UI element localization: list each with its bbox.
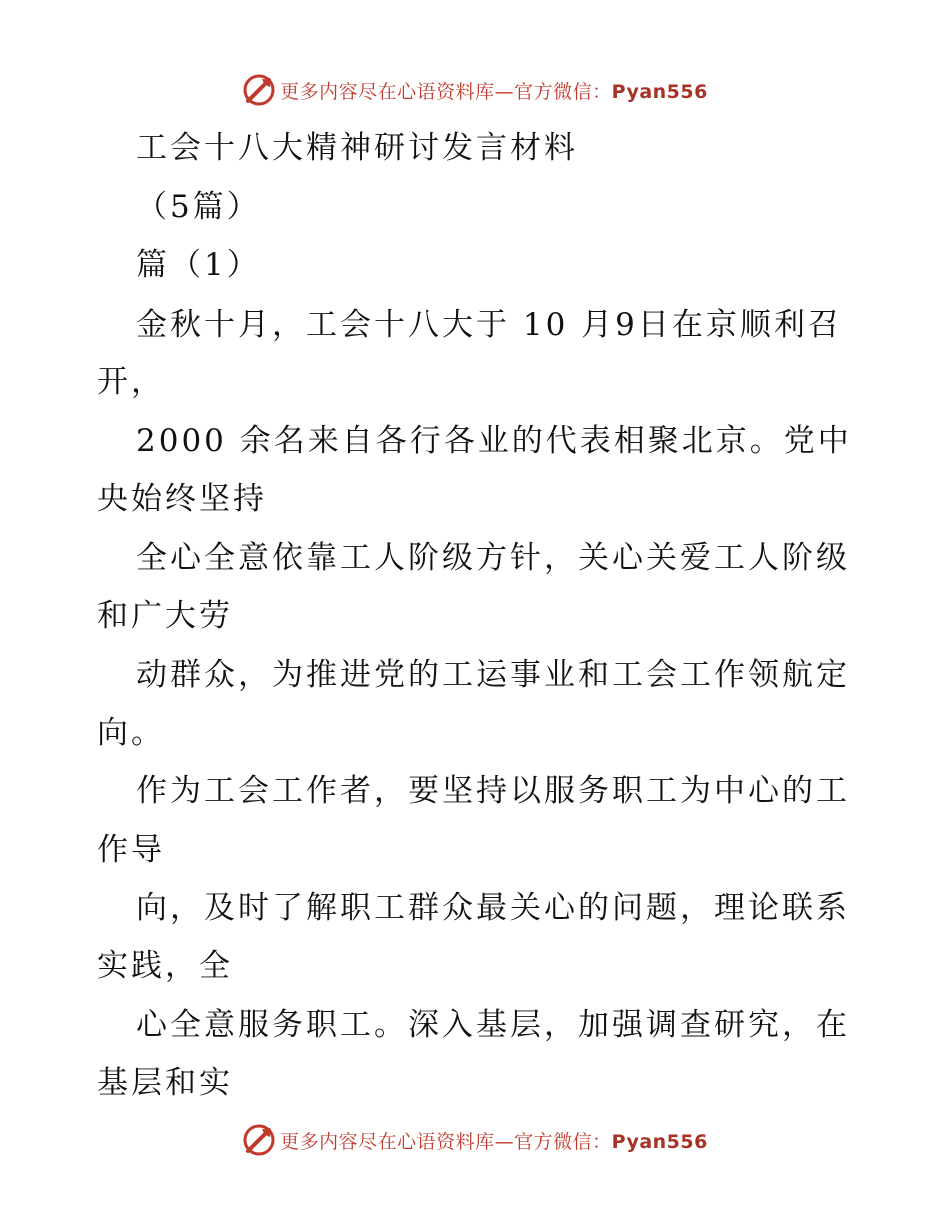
paragraph-line: 央始终坚持	[97, 481, 267, 517]
quill-logo-icon	[242, 73, 276, 107]
paragraph-line: 开，	[97, 364, 165, 400]
paragraph-line: 向。	[97, 715, 165, 751]
watermark-text: 更多内容尽在心语资料库—官方微信：Pyan556	[280, 80, 708, 103]
paragraph-line: 心全意服务职工。深入基层，加强调查研究，在	[136, 1007, 850, 1043]
quill-logo-icon	[242, 1123, 276, 1157]
paragraph-line: 向，及时了解职工群众最关心的问题，理论联系	[136, 890, 850, 926]
paragraph-line: 作为工会工作者，要坚持以服务职工为中心的工	[136, 773, 850, 809]
paragraph-line: 和广大劳	[97, 598, 233, 634]
watermark-text: 更多内容尽在心语资料库—官方微信：Pyan556	[280, 1130, 708, 1153]
document-subtitle: （5篇）	[136, 189, 261, 225]
paragraph-line: 动群众，为推进党的工运事业和工会工作领航定	[136, 657, 850, 693]
paragraph-line: 全心全意依靠工人阶级方针，关心关爱工人阶级	[136, 540, 850, 576]
paragraph-line: 基层和实	[97, 1065, 233, 1101]
paragraph-line: 金秋十月，工会十八大于 10 月9日在京顺利召	[136, 307, 842, 343]
paragraph-line: 作导	[97, 832, 165, 868]
footer-watermark	[0, 1120, 950, 1160]
paragraph-line: 2000 余名来自各行各业的代表相聚北京。党中	[136, 423, 852, 459]
document-title: 工会十八大精神研讨发言材料	[136, 130, 578, 166]
paragraph-line: 实践，全	[97, 948, 233, 984]
section-heading: 篇（1）	[136, 247, 261, 283]
header-watermark	[0, 70, 950, 110]
